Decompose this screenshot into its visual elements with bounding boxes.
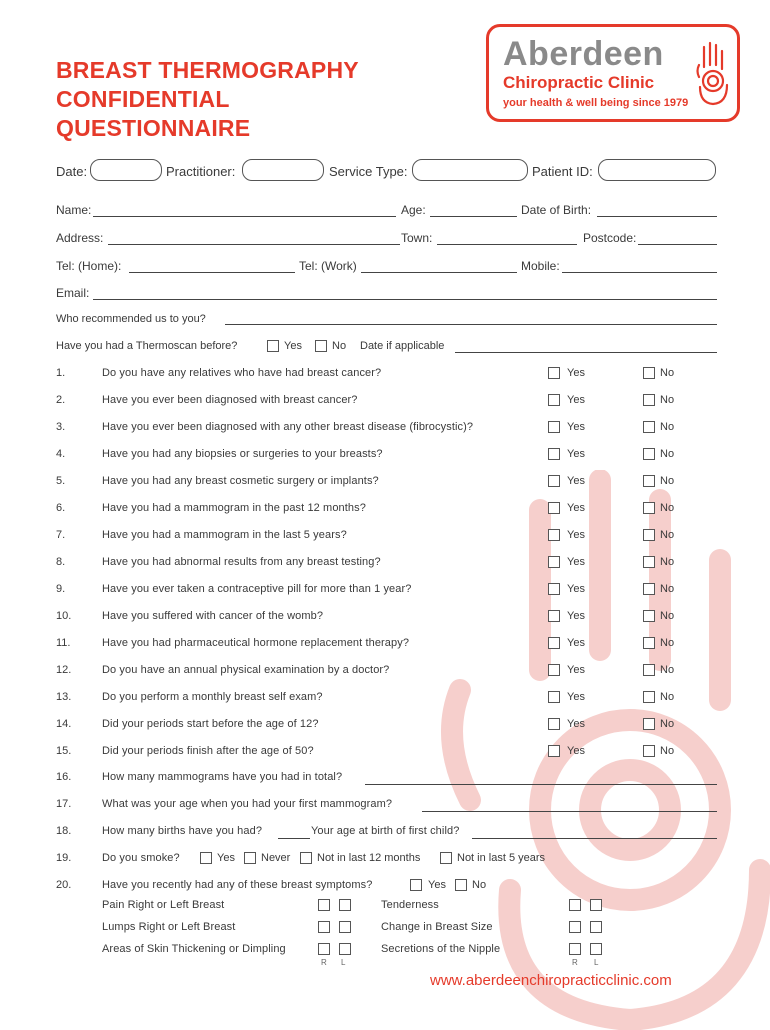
symptom-right-checkbox[interactable] (318, 899, 330, 911)
mobile-field[interactable] (562, 271, 717, 273)
symptoms-yes-checkbox[interactable] (410, 879, 422, 891)
title-line-1: BREAST THERMOGRAPHY (56, 57, 359, 83)
q18-births-field[interactable] (278, 837, 310, 839)
date-label: Date: (56, 164, 88, 179)
age-field[interactable] (430, 215, 517, 217)
question-number: 15. (56, 745, 72, 757)
q16-field[interactable] (365, 783, 717, 785)
symptoms-no-checkbox[interactable] (455, 879, 467, 891)
patient-id-field[interactable] (598, 159, 716, 181)
question-yes-label: Yes (567, 664, 585, 676)
smoke-not-12-months-checkbox[interactable] (300, 852, 312, 864)
practitioner-field[interactable] (242, 159, 324, 181)
smoke-never-checkbox[interactable] (244, 852, 256, 864)
q19-number: 19. (56, 852, 72, 864)
question-no-checkbox[interactable] (643, 421, 655, 433)
website-link[interactable]: www.aberdeenchiropracticclinic.com (430, 972, 672, 989)
dob-field[interactable] (597, 215, 717, 217)
question-no-label: No (660, 448, 675, 460)
q19-text: Do you smoke? (102, 852, 180, 864)
question-yes-label: Yes (567, 745, 585, 757)
question-yes-checkbox[interactable] (548, 718, 560, 730)
question-no-label: No (660, 556, 675, 568)
symptom-label: Lumps Right or Left Breast (102, 921, 236, 933)
question-yes-label: Yes (567, 421, 585, 433)
question-yes-label: Yes (567, 583, 585, 595)
tel-home-label: Tel: (Home): (56, 259, 122, 273)
question-yes-checkbox[interactable] (548, 475, 560, 487)
question-text: Have you ever been diagnosed with any other breast disease (fibrocystic)? (102, 421, 474, 433)
question-yes-label: Yes (567, 610, 585, 622)
q16-text: How many mammograms have you had in total? (102, 771, 343, 783)
question-yes-label: Yes (567, 367, 585, 379)
smoke-yes-label: Yes (217, 852, 235, 864)
question-yes-label: Yes (567, 475, 585, 487)
question-no-label: No (660, 637, 675, 649)
symptom-label: Pain Right or Left Breast (102, 899, 225, 911)
patient-id-label: Patient ID: (532, 164, 593, 179)
question-no-label: No (660, 367, 675, 379)
tel-home-field[interactable] (129, 271, 295, 273)
dob-label: Date of Birth: (521, 203, 592, 217)
mobile-label: Mobile: (521, 259, 560, 273)
question-no-label: No (660, 691, 675, 703)
symptoms-no-label: No (472, 879, 487, 891)
smoke-not-5-years-checkbox[interactable] (440, 852, 452, 864)
q18-age-field[interactable] (472, 837, 717, 839)
symptom-label: Secretions of the Nipple (381, 943, 501, 955)
question-no-label: No (660, 745, 675, 757)
question-no-checkbox[interactable] (643, 718, 655, 730)
question-text: Have you had a mammogram in the last 5 years? (102, 529, 347, 541)
question-number: 9. (56, 583, 66, 595)
question-number: 10. (56, 610, 72, 622)
symptom-right-checkbox[interactable] (318, 943, 330, 955)
question-number: 13. (56, 691, 72, 703)
title-line-3: QUESTIONNAIRE (56, 115, 251, 141)
question-no-label: No (660, 664, 675, 676)
question-number: 14. (56, 718, 72, 730)
question-text: Did your periods start before the age of 12? (102, 718, 319, 730)
question-no-checkbox[interactable] (643, 448, 655, 460)
question-text: Have you suffered with cancer of the womb? (102, 610, 324, 622)
question-yes-checkbox[interactable] (548, 529, 560, 541)
question-no-checkbox[interactable] (643, 367, 655, 379)
tel-work-field[interactable] (361, 271, 517, 273)
question-number: 8. (56, 556, 66, 568)
question-number: 4. (56, 448, 66, 460)
symptom-left-checkbox[interactable] (339, 921, 351, 933)
symptom-label: Change in Breast Size (381, 921, 493, 933)
thermoscan-date-field[interactable] (455, 351, 717, 353)
symptom-right-checkbox[interactable] (569, 943, 581, 955)
title-line-2: CONFIDENTIAL (56, 86, 230, 112)
q20-number: 20. (56, 879, 72, 891)
question-no-label: No (660, 394, 675, 406)
q17-field[interactable] (422, 810, 717, 812)
hand-spiral-icon (695, 41, 731, 107)
question-no-label: No (660, 502, 675, 514)
question-no-checkbox[interactable] (643, 502, 655, 514)
address-label: Address: (56, 231, 104, 245)
question-no-checkbox[interactable] (643, 394, 655, 406)
postcode-field[interactable] (638, 243, 717, 245)
question-text: Have you had any breast cosmetic surgery or implants? (102, 475, 379, 487)
town-field[interactable] (437, 243, 577, 245)
service-type-field[interactable] (412, 159, 528, 181)
question-number: 11. (56, 637, 71, 649)
question-no-checkbox[interactable] (643, 664, 655, 676)
practitioner-label: Practitioner: (166, 164, 236, 179)
question-yes-checkbox[interactable] (548, 394, 560, 406)
q18-text2: Your age at birth of first child? (311, 825, 460, 837)
thermoscan-no-checkbox[interactable] (315, 340, 327, 352)
question-number: 12. (56, 664, 72, 676)
left-column-label: L (341, 958, 346, 967)
q20-text: Have you recently had any of these breast symptoms? (102, 879, 373, 891)
question-text: Have you had a mammogram in the past 12 months? (102, 502, 366, 514)
question-text: Have you ever taken a contraceptive pill for more than 1 year? (102, 583, 412, 595)
question-text: Do you perform a monthly breast self exam? (102, 691, 323, 703)
question-text: Have you had pharmaceutical hormone replacement therapy? (102, 637, 410, 649)
question-number: 6. (56, 502, 66, 514)
question-text: Have you ever been diagnosed with breast cancer? (102, 394, 358, 406)
age-label: Age: (401, 203, 426, 217)
q18-number: 18. (56, 825, 72, 837)
recommended-field[interactable] (225, 323, 717, 325)
symptom-label: Areas of Skin Thickening or Dimpling (102, 943, 286, 955)
symptom-left-checkbox[interactable] (339, 943, 351, 955)
question-yes-label: Yes (567, 502, 585, 514)
postcode-label: Postcode: (583, 231, 637, 245)
symptom-right-checkbox[interactable] (569, 921, 581, 933)
symptom-right-checkbox[interactable] (318, 921, 330, 933)
thermoscan-no-label: No (332, 340, 347, 352)
question-no-checkbox[interactable] (643, 529, 655, 541)
question-no-label: No (660, 421, 675, 433)
question-text: Have you had any biopsies or surgeries to your breasts? (102, 448, 383, 460)
question-yes-label: Yes (567, 529, 585, 541)
recommended-label: Who recommended us to you? (56, 313, 206, 325)
question-yes-checkbox[interactable] (548, 745, 560, 757)
page-title (56, 56, 359, 143)
question-text: Do you have an annual physical examination by a doctor? (102, 664, 390, 676)
question-no-label: No (660, 610, 675, 622)
question-yes-checkbox[interactable] (548, 421, 560, 433)
question-text: Do you have any relatives who have had breast cancer? (102, 367, 382, 379)
question-yes-checkbox[interactable] (548, 367, 560, 379)
q17-text: What was your age when you had your first mammogram? (102, 798, 393, 810)
question-no-checkbox[interactable] (643, 556, 655, 568)
q16-number: 16. (56, 771, 72, 783)
question-yes-label: Yes (567, 637, 585, 649)
symptom-left-checkbox[interactable] (590, 921, 602, 933)
logo-tagline: your health & well being since 1979 (503, 97, 689, 109)
question-no-checkbox[interactable] (643, 637, 655, 649)
date-field[interactable] (90, 159, 162, 181)
question-number: 7. (56, 529, 66, 541)
question-yes-label: Yes (567, 556, 585, 568)
logo-clinic: Chiropractic Clinic (503, 73, 655, 92)
symptom-label: Tenderness (381, 899, 439, 911)
question-yes-checkbox[interactable] (548, 448, 560, 460)
thermoscan-yes-label: Yes (284, 340, 302, 352)
question-no-label: No (660, 583, 675, 595)
question-number: 1. (56, 367, 66, 379)
symptom-left-checkbox[interactable] (590, 943, 602, 955)
smoke-never-label: Never (261, 852, 291, 864)
question-yes-label: Yes (567, 691, 585, 703)
question-number: 3. (56, 421, 66, 433)
question-no-label: No (660, 718, 675, 730)
clinic-logo (486, 24, 740, 122)
question-yes-label: Yes (567, 394, 585, 406)
question-no-checkbox[interactable] (643, 475, 655, 487)
question-yes-checkbox[interactable] (548, 583, 560, 595)
question-text: Did your periods finish after the age of 50? (102, 745, 314, 757)
question-no-label: No (660, 475, 675, 487)
question-no-label: No (660, 529, 675, 541)
question-yes-checkbox[interactable] (548, 664, 560, 676)
right-column-label: R (321, 958, 327, 967)
name-label: Name: (56, 203, 92, 217)
question-no-checkbox[interactable] (643, 691, 655, 703)
question-yes-label: Yes (567, 448, 585, 460)
service-type-label: Service Type: (329, 164, 408, 179)
smoke-not-5-years-label: Not in last 5 years (457, 852, 546, 864)
tel-work-label: Tel: (Work) (299, 259, 357, 273)
logo-name: Aberdeen (503, 35, 664, 73)
smoke-yes-checkbox[interactable] (200, 852, 212, 864)
question-no-checkbox[interactable] (643, 745, 655, 757)
question-no-checkbox[interactable] (643, 583, 655, 595)
question-yes-label: Yes (567, 718, 585, 730)
town-label: Town: (401, 231, 433, 245)
symptom-right-checkbox[interactable] (569, 899, 581, 911)
thermoscan-label: Have you had a Thermoscan before? (56, 340, 238, 352)
symptom-left-checkbox[interactable] (339, 899, 351, 911)
question-yes-checkbox[interactable] (548, 610, 560, 622)
question-no-checkbox[interactable] (643, 610, 655, 622)
q18-text: How many births have you had? (102, 825, 263, 837)
email-field[interactable] (93, 298, 717, 300)
right-column-label-2: R (572, 958, 578, 967)
left-column-label-2: L (594, 958, 599, 967)
date-if-applicable-label: Date if applicable (360, 340, 445, 352)
question-yes-checkbox[interactable] (548, 637, 560, 649)
name-field[interactable] (93, 215, 396, 217)
thermoscan-yes-checkbox[interactable] (267, 340, 279, 352)
question-text: Have you had abnormal results from any breast testing? (102, 556, 381, 568)
symptom-left-checkbox[interactable] (590, 899, 602, 911)
smoke-not-12-months-label: Not in last 12 months (317, 852, 421, 864)
email-label: Email: (56, 286, 90, 300)
question-number: 5. (56, 475, 66, 487)
symptoms-yes-label: Yes (428, 879, 446, 891)
address-field[interactable] (108, 243, 400, 245)
q17-number: 17. (56, 798, 72, 810)
question-number: 2. (56, 394, 66, 406)
question-yes-checkbox[interactable] (548, 556, 560, 568)
question-yes-checkbox[interactable] (548, 502, 560, 514)
question-yes-checkbox[interactable] (548, 691, 560, 703)
